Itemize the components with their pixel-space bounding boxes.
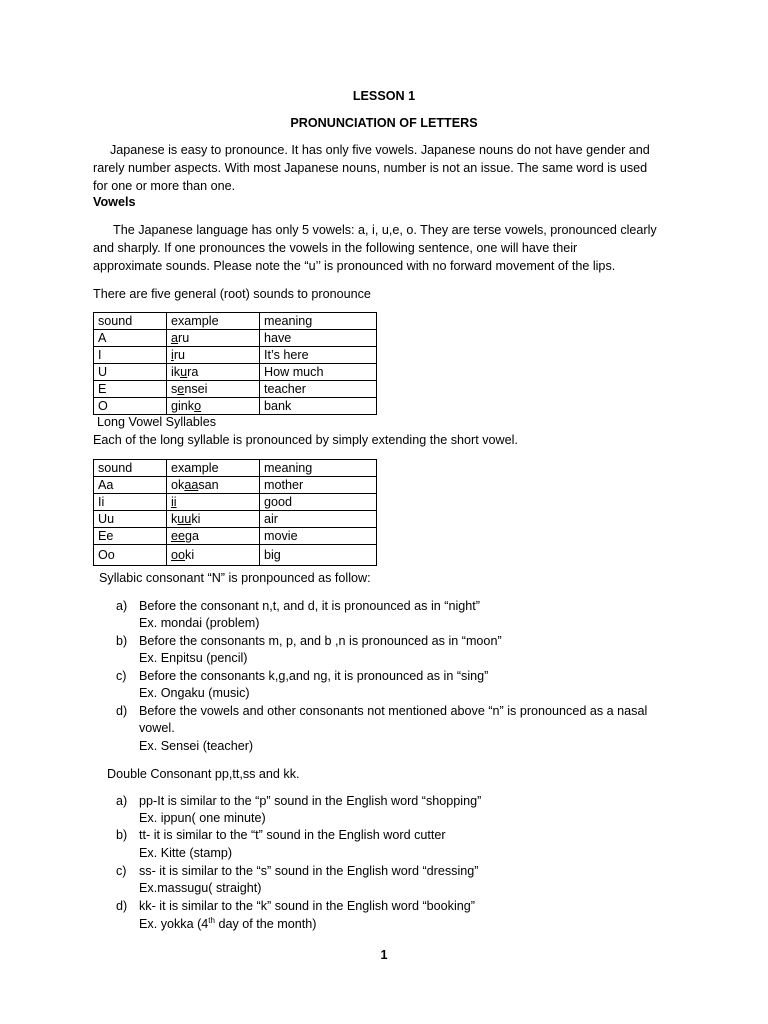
cell-sound: Aa [94, 477, 167, 494]
table-row [94, 494, 377, 511]
list-text: kk- it is similar to the “k” sound in the English word “booking” [139, 899, 475, 913]
table-row [94, 330, 377, 347]
intro-line-2: rarely number aspects. With most Japanese nouns, number is not an issue. The same word is used [93, 161, 648, 175]
long-vowel-table [93, 459, 377, 566]
cell-meaning: good [260, 494, 377, 511]
header-example: example [167, 313, 260, 330]
list-text: Before the consonant n,t, and d, it is pronounced as in “night” [139, 599, 480, 613]
vowels-para-line-1: The Japanese language has only 5 vowels: a, i, u,e, o. They are terse vowels, pronounced clearly [113, 223, 657, 237]
cell-meaning: have [260, 330, 377, 347]
list-text: Before the vowels and other consonants not mentioned above “n” is pronounced as a nasal [139, 704, 648, 718]
vowel-table [93, 312, 377, 415]
list-text-continued: vowel. [139, 721, 175, 735]
list-marker: d) [116, 899, 128, 913]
list-example: Ex. ippun( one minute) [139, 811, 266, 825]
table-row [94, 511, 377, 528]
cell-example: eega [167, 528, 260, 545]
header-example: example [167, 460, 260, 477]
cell-sound: I [94, 347, 167, 364]
double-consonant-heading: Double Consonant pp,tt,ss and kk. [107, 767, 300, 781]
list-text: ss- it is similar to the “s” sound in the English word “dressing” [139, 864, 479, 878]
table-row [94, 528, 377, 545]
intro-line-3: for one or more than one. [93, 179, 236, 193]
table-row [94, 398, 377, 415]
table-header-row [94, 313, 377, 330]
list-text: Before the consonants m, p, and b ,n is pronounced as in “moon” [139, 634, 502, 648]
cell-meaning: big [260, 545, 377, 566]
cell-meaning: teacher [260, 381, 377, 398]
header-meaning: meaning [260, 313, 377, 330]
cell-meaning: mother [260, 477, 377, 494]
header-meaning: meaning [260, 460, 377, 477]
page-title: PRONUNCIATION OF LETTERS [290, 116, 478, 130]
cell-sound: Ii [94, 494, 167, 511]
cell-meaning: bank [260, 398, 377, 415]
cell-sound: U [94, 364, 167, 381]
cell-example: sensei [167, 381, 260, 398]
vowels-heading: Vowels [93, 195, 136, 209]
list-text: tt- it is similar to the “t” sound in the English word cutter [139, 828, 446, 842]
five-sounds-intro: There are five general (root) sounds to pronounce [93, 287, 371, 301]
list-example: Ex. Kitte (stamp) [139, 846, 233, 860]
intro-line-1: Japanese is easy to pronounce. It has only five vowels. Japanese nouns do not have gender and [110, 143, 650, 157]
list-text: pp-It is similar to the “p” sound in the English word “shopping” [139, 794, 482, 808]
long-vowel-heading: Long Vowel Syllables [97, 415, 217, 429]
cell-sound: Ee [94, 528, 167, 545]
list-example: Ex. yokka (4th day of the month) [139, 915, 317, 931]
list-marker: a) [116, 599, 128, 613]
table-row [94, 364, 377, 381]
list-marker: c) [116, 669, 127, 683]
list-marker: b) [116, 634, 128, 648]
syllabic-n-heading: Syllabic consonant “N” is pronpounced as follow: [99, 571, 371, 585]
cell-example: okaasan [167, 477, 260, 494]
cell-example: ginko [167, 398, 260, 415]
cell-example: ii [167, 494, 260, 511]
table-row [94, 381, 377, 398]
list-example: Ex. mondai (problem) [139, 616, 260, 630]
cell-example: kuuki [167, 511, 260, 528]
header-sound: sound [94, 460, 167, 477]
table-header-row [94, 460, 377, 477]
cell-sound: O [94, 398, 167, 415]
list-marker: c) [116, 864, 127, 878]
page-number: 1 [380, 948, 388, 962]
list-example: Ex. Ongaku (music) [139, 686, 250, 700]
cell-example: iru [167, 347, 260, 364]
table-row [94, 477, 377, 494]
list-marker: a) [116, 794, 128, 808]
cell-example: ooki [167, 545, 260, 566]
long-vowel-desc: Each of the long syllable is pronounced by simply extending the short vowel. [93, 433, 518, 447]
cell-example: ikura [167, 364, 260, 381]
cell-sound: Oo [94, 545, 167, 566]
list-text: Before the consonants k,g,and ng, it is pronounced as in “sing” [139, 669, 489, 683]
cell-meaning: movie [260, 528, 377, 545]
cell-example: aru [167, 330, 260, 347]
list-example: Ex.massugu( straight) [139, 881, 262, 895]
table-row [94, 347, 377, 364]
cell-sound: A [94, 330, 167, 347]
cell-sound: Uu [94, 511, 167, 528]
list-marker: d) [116, 704, 128, 718]
header-sound: sound [94, 313, 167, 330]
cell-sound: E [94, 381, 167, 398]
vowels-para-line-2: and sharply. If one pronounces the vowels in the following sentence, one will have their [93, 241, 578, 255]
list-example: Ex. Enpitsu (pencil) [139, 651, 248, 665]
table-row [94, 545, 377, 566]
cell-meaning: air [260, 511, 377, 528]
lesson-label: LESSON 1 [352, 89, 416, 103]
cell-meaning: It’s here [260, 347, 377, 364]
list-marker: b) [116, 828, 128, 842]
vowels-para-line-3: approximate sounds. Please note the “u’’ is pronounced with no forward movement of the lips. [93, 259, 616, 273]
list-example: Ex. Sensei (teacher) [139, 739, 254, 753]
cell-meaning: How much [260, 364, 377, 381]
